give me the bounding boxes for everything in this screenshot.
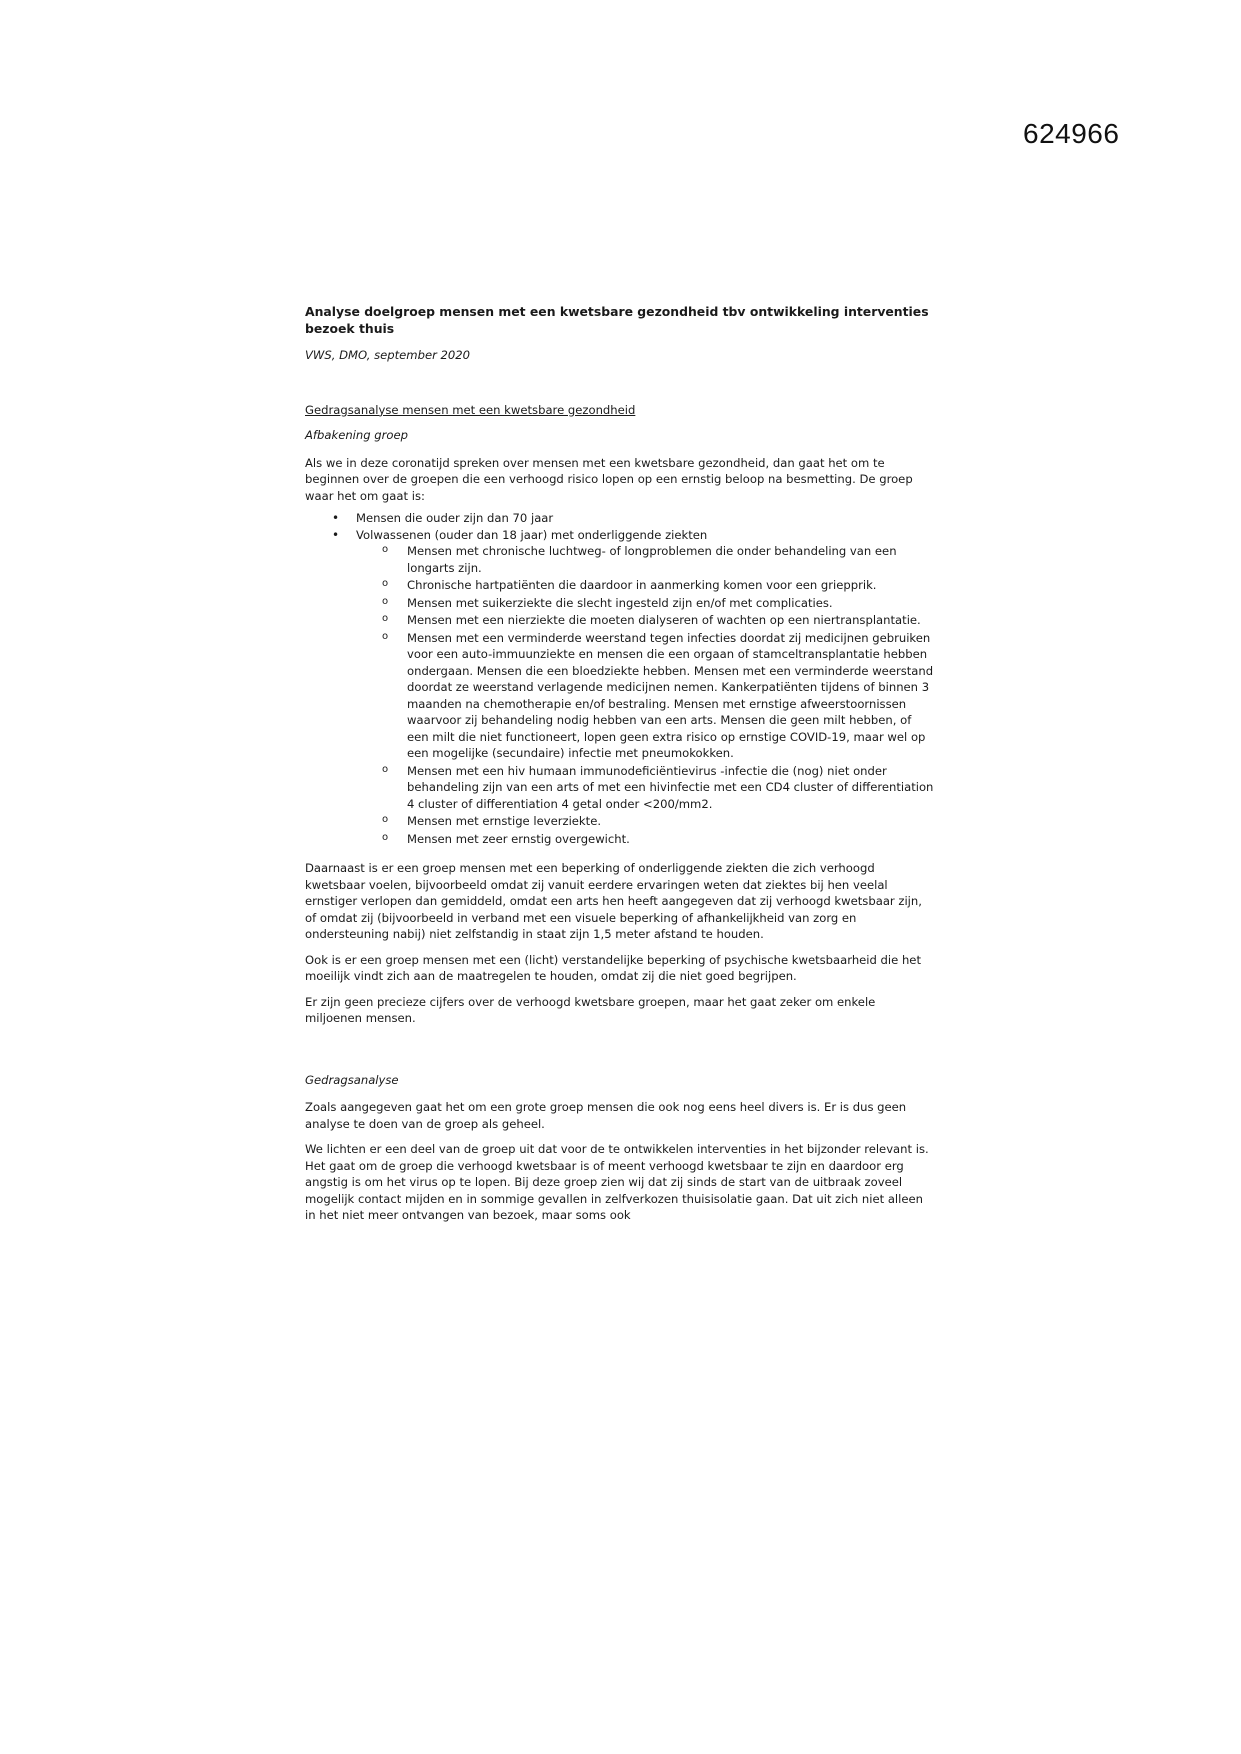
sub-bullet-item: o Mensen met ernstige leverziekte. [407,813,935,830]
intro-paragraph: Als we in deze coronatijd spreken over mensen met een kwetsbare gezondheid, dan gaat het om te beginnen over de groepen die een verhoogd risico lopen op een ernstig beloop na besmetting. De groep waar het om gaat is: [305,455,913,503]
sub-bullet-item: o Mensen met suikerziekte die slecht ingesteld zijn en/of met complicaties. [407,595,935,612]
section-heading: Gedragsanalyse mensen met een kwetsbare gezondheid [305,402,636,417]
bullet-list [305,510,935,847]
body-paragraph: Daarnaast is er een groep mensen met een beperking of onderliggende ziekten die zich verhoogd kwetsbaar voelen, bijvoorbeeld omdat zij vanuit eerdere ervaringen weten dat ziektes bij hen veelal ernstiger verlopen dan gemiddeld, omdat een arts hen heeft aangegeven dat zij verhoogd kwetsbaar zijn, of omdat zij (bijvoorbeeld in verband met een visuele beperking of afhankelijkheid van zorg en ondersteuning nabij) niet zelfstandig in staat zijn 1,5 meter afstand te houden. [305,861,922,941]
bullet-item: • Mensen die ouder zijn dan 70 jaar [356,510,935,527]
bullet-item [356,527,935,848]
body-paragraph: Er zijn geen precieze cijfers over de verhoogd kwetsbare groepen, maar het gaat zeker om enkele miljoenen mensen. [305,994,876,1025]
sub-bullet-item: o Mensen met een hiv humaan immunodeficiëntievirus -infectie die (nog) niet onder behandeling zijn van een arts of met een hivinfectie met een CD4 cluster of differentiation 4 cluster of differentiation 4 getal onder <200/mm2. [407,763,935,813]
sub-bullet-list [356,543,935,847]
sub-bullet-item: o Mensen met een nierziekte die moeten dialyseren of wachten op een niertransplantatie. [407,612,935,629]
document-body [305,303,935,1224]
sub-bullet-item: o Chronische hartpatiënten die daardoor in aanmerking komen voor een griepprik. [407,577,935,594]
body-paragraph: Zoals aangegeven gaat het om een grote groep mensen die ook nog eens heel divers is. Er is dus geen analyse te doen van de groep als geheel. [305,1100,907,1131]
document-number: 624966 [1023,118,1120,149]
section-heading: Gedragsanalyse [305,1072,399,1087]
sub-bullet-item: o Mensen met zeer ernstig overgewicht. [407,831,935,848]
subheading: Afbakening groep [305,428,408,442]
body-paragraph: Ook is er een groep mensen met een (licht) verstandelijke beperking of psychische kwetsbaarheid die het moeilijk vindt zich aan de maatregelen te houden, omdat zij die niet goed begrijpen. [305,952,921,983]
document-title: Analyse doelgroep mensen met een kwetsbare gezondheid tbv ontwikkeling interventies bezoek thuis [305,304,929,336]
body-paragraph: We lichten er een deel van de groep uit dat voor de te ontwikkelen interventies in het bijzonder relevant is. Het gaat om de groep die verhoogd kwetsbaar is of meent verhoogd kwetsbaar te zijn en daardoor erg angstig is om het virus op te lopen. Bij deze groep zien wij dat zij sinds de start van de uitbraak zoveel mogelijk contact mijden en in sommige gevallen in zelfverkozen thuisisolatie gaan. Dat uit zich niet alleen in het niet meer ontvangen van bezoek, maar soms ook [305,1142,929,1222]
sub-bullet-item: o Mensen met chronische luchtweg- of longproblemen die onder behandeling van een longarts zijn. [407,543,935,576]
sub-bullet-item: o Mensen met een verminderde weerstand tegen infecties doordat zij medicijnen gebruiken voor een auto-immuunziekte en mensen die een orgaan of stamceltransplantatie hebben ondergaan. Mensen die een bloedziekte hebben. Mensen met een verminderde weerstand doordat ze weerstand verlagende medicijnen nemen. Kankerpatiënten tijdens of binnen 3 maanden na chemotherapie en/of bestraling. Mensen met ernstige afweerstoornissen waarvoor zij behandeling nodig hebben van een arts. Mensen die geen milt hebben, of een milt die niet functioneert, lopen geen extra risico op ernstige COVID-19, maar wel op een mogelijke (secundaire) infectie met pneumokokken. [407,630,935,762]
document-meta: VWS, DMO, september 2020 [305,348,471,362]
bullet-item-text: Volwassenen (ouder dan 18 jaar) met onderliggende ziekten [356,527,708,542]
